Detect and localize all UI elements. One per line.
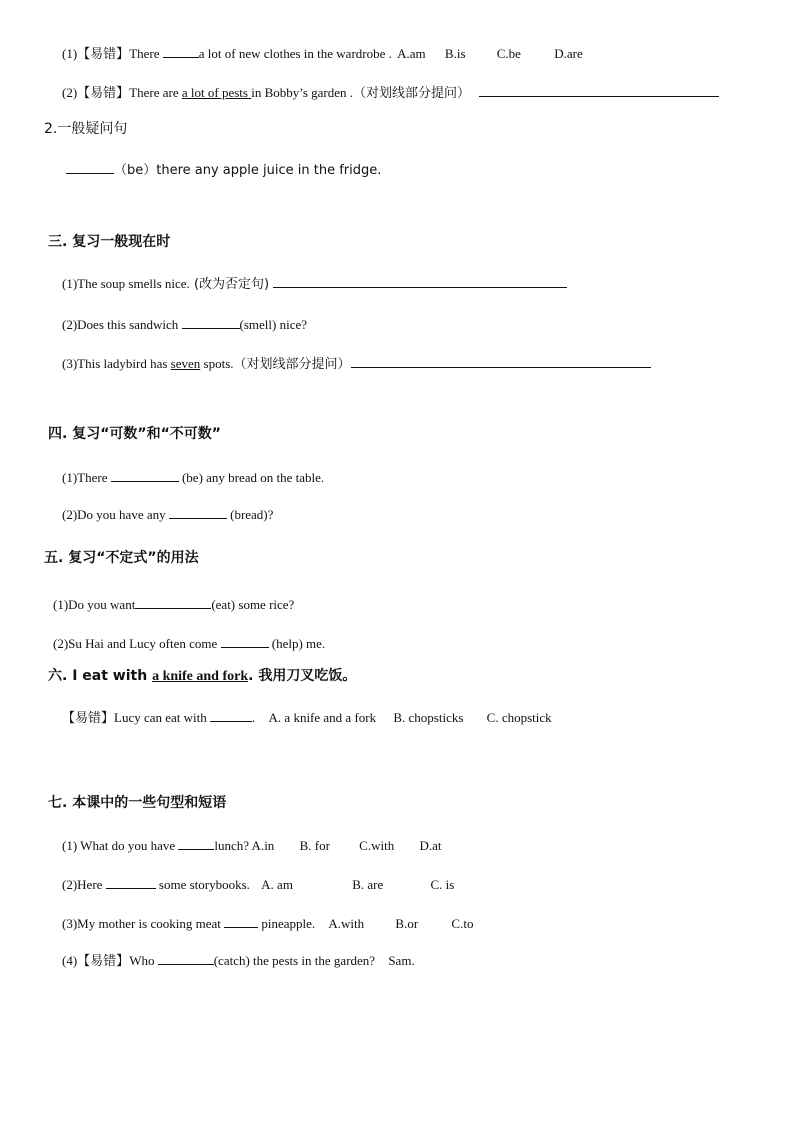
question-3-1: (1)The soup smells nice. (改为否定句)	[62, 274, 567, 294]
error-prone-tag: 【易错】	[77, 47, 130, 62]
section-5-title: 五. 复习“不定式”的用法	[44, 550, 199, 566]
question-7-2: (2)Here some storybooks. A. am B. are C. is	[62, 877, 455, 892]
question-1-2: (2)【易错】There are a lot of pests in Bobby’s garden .（对划线部分提问）	[62, 83, 719, 103]
option-b[interactable]: B. are	[352, 877, 384, 892]
question-5-2: (2)Su Hai and Lucy often come (help) me.	[53, 636, 326, 651]
answer-line[interactable]	[479, 83, 719, 97]
option-a[interactable]: A. a knife and a fork	[268, 710, 377, 725]
section-3-title: 三. 复习一般现在时	[48, 234, 171, 250]
option-b[interactable]: B.or	[395, 916, 419, 931]
error-prone-tag: 【易错】	[77, 954, 130, 969]
question-4-1: (1)There (be) any bread on the table.	[62, 470, 325, 485]
option-c[interactable]: C.to	[451, 916, 474, 931]
answer-blank[interactable]	[111, 468, 179, 482]
option-d[interactable]: D.at	[419, 838, 442, 853]
section-7-title: 七. 本课中的一些句型和短语	[48, 795, 227, 811]
section-4-title: 四. 复习“可数”和“不可数”	[48, 426, 221, 442]
option-b[interactable]: B. chopsticks	[393, 710, 464, 725]
option-a[interactable]: A.am	[397, 46, 426, 61]
question-1-1: (1)【易错】There a lot of new clothes in the wardrobe . A.am B.is C.be D.are	[62, 46, 583, 62]
question-3-2: (2)Does this sandwich (smell) nice?	[62, 317, 308, 332]
section-2-title: 2.一般疑问句	[44, 121, 128, 137]
answer-line[interactable]	[351, 354, 651, 368]
answer-blank[interactable]	[66, 160, 114, 174]
answer-blank[interactable]	[224, 914, 258, 928]
answer-blank[interactable]	[163, 44, 199, 58]
error-prone-tag: 【易错】	[62, 711, 115, 726]
option-b[interactable]: B.is	[444, 46, 466, 61]
option-a[interactable]: A. am	[261, 877, 293, 892]
answer-blank[interactable]	[169, 505, 227, 519]
question-2: （be）there any apple juice in the fridge.	[66, 160, 381, 180]
answer-blank[interactable]	[221, 634, 269, 648]
answer-blank[interactable]	[158, 951, 214, 965]
option-c[interactable]: C. chopstick	[486, 710, 552, 725]
answer-hint: Sam.	[388, 953, 415, 968]
answer-blank[interactable]	[182, 315, 240, 329]
answer-line[interactable]	[273, 274, 567, 288]
question-5-1: (1)Do you want (eat) some rice?	[53, 597, 295, 612]
error-prone-tag: 【易错】	[77, 86, 130, 101]
question-4-2: (2)Do you have any (bread)?	[62, 507, 274, 522]
answer-blank[interactable]	[210, 708, 252, 722]
option-c[interactable]: C.with	[359, 838, 395, 853]
option-c[interactable]: C.be	[496, 46, 521, 61]
option-c[interactable]: C. is	[430, 877, 455, 892]
answer-blank[interactable]	[106, 875, 156, 889]
question-6: 【易错】Lucy can eat with . A. a knife and a fork B. chopsticks C. chopstick	[62, 710, 552, 726]
option-d[interactable]: D.are	[554, 46, 583, 61]
option-b[interactable]: B. for	[299, 838, 330, 853]
answer-blank[interactable]	[178, 836, 214, 850]
underlined-phrase: a knife and fork	[152, 669, 249, 684]
question-3-3: (3)This ladybird has seven spots.（对划线部分提问）	[62, 354, 651, 374]
section-6-title: 六. I eat with a knife and fork. 我用刀叉吃饭。	[48, 668, 357, 684]
question-7-3: (3)My mother is cooking meat pineapple. A.with B.or C.to	[62, 916, 474, 931]
underlined-phrase: a lot of pests	[181, 85, 252, 100]
underlined-word: seven	[170, 356, 201, 371]
question-7-1: (1) What do you have lunch? A.in B. for C.with D.at	[62, 838, 442, 853]
option-a[interactable]: A.with	[328, 916, 365, 931]
answer-blank[interactable]	[135, 595, 211, 609]
question-7-4: (4)【易错】Who (catch) the pests in the garden? Sam.	[62, 953, 415, 969]
